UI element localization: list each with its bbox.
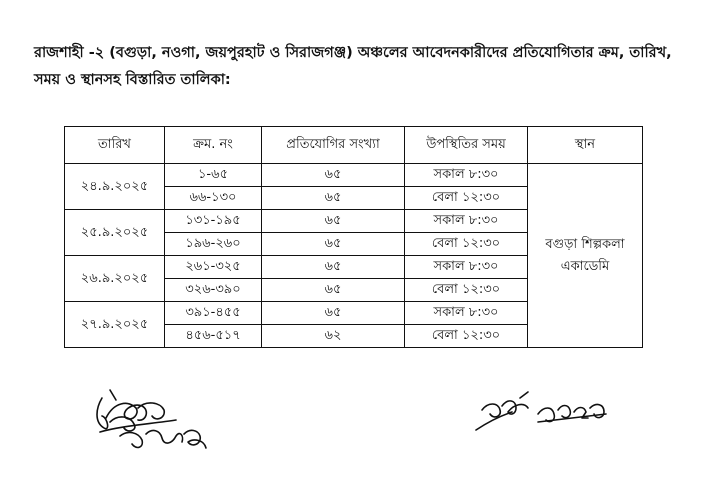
time-cell: বেলা ১২:৩০: [405, 325, 528, 348]
serial-cell: ১৯৬-২৬০: [165, 233, 262, 256]
serial-cell: ৩২৬-৩৯০: [165, 279, 262, 302]
table-row: [65, 164, 643, 187]
header-serial: ক্রম. নং: [165, 127, 262, 164]
time-cell: বেলা ১২:৩০: [405, 187, 528, 210]
count-cell: ৬৫: [262, 256, 405, 279]
time-cell: বেলা ১২:৩০: [405, 279, 528, 302]
count-cell: ৬৫: [262, 164, 405, 187]
header-count: প্রতিযোগির সংখ্যা: [262, 127, 405, 164]
count-cell: ৬৫: [262, 210, 405, 233]
date-cell: ২৪.৯.২০২৫: [65, 164, 165, 210]
serial-cell: ১৩১-১৯৫: [165, 210, 262, 233]
time-cell: সকাল ৮:৩০: [405, 256, 528, 279]
date-cell: ২৭.৯.২০২৫: [65, 302, 165, 348]
time-cell: সকাল ৮:৩০: [405, 302, 528, 325]
count-cell: ৬৫: [262, 302, 405, 325]
serial-cell: ২৬১-৩২৫: [165, 256, 262, 279]
schedule-table: [64, 126, 643, 348]
serial-cell: ৩৯১-৪৫৫: [165, 302, 262, 325]
date-cell: ২৫.৯.২০২৫: [65, 210, 165, 256]
heading-line-2: সময় ও স্থানসহ বিস্তারিত তালিকা:: [34, 72, 231, 88]
header-date: তারিখ: [65, 127, 165, 164]
venue-line-1: বগুড়া শিল্পকলা: [545, 236, 625, 252]
date-cell: ২৬.৯.২০২৫: [65, 256, 165, 302]
left-signature: [80, 378, 220, 458]
venue-cell: [528, 164, 643, 348]
right-signature: [468, 384, 618, 444]
table-header-row: [65, 127, 643, 164]
document-heading: [34, 40, 684, 94]
count-cell: ৬৫: [262, 279, 405, 302]
time-cell: সকাল ৮:৩০: [405, 210, 528, 233]
time-cell: সকাল ৮:৩০: [405, 164, 528, 187]
serial-cell: ৪৫৬-৫১৭: [165, 325, 262, 348]
count-cell: ৬৫: [262, 187, 405, 210]
time-cell: বেলা ১২:৩০: [405, 233, 528, 256]
count-cell: ৬৫: [262, 233, 405, 256]
serial-cell: ৬৬-১৩০: [165, 187, 262, 210]
header-time: উপস্থিতির সময়: [405, 127, 528, 164]
venue-line-2: একাডেমি: [560, 258, 610, 274]
serial-cell: ১-৬৫: [165, 164, 262, 187]
header-venue: স্থান: [528, 127, 643, 164]
heading-line-1: রাজশাহী -২ (বগুড়া, নওগা, জয়পুরহাট ও সিরাজগঞ্জ) অঞ্চলের আবেদনকারীদের প্রতিযোগিতার ক্রম, তারিখ,: [34, 45, 672, 61]
count-cell: ৬২: [262, 325, 405, 348]
